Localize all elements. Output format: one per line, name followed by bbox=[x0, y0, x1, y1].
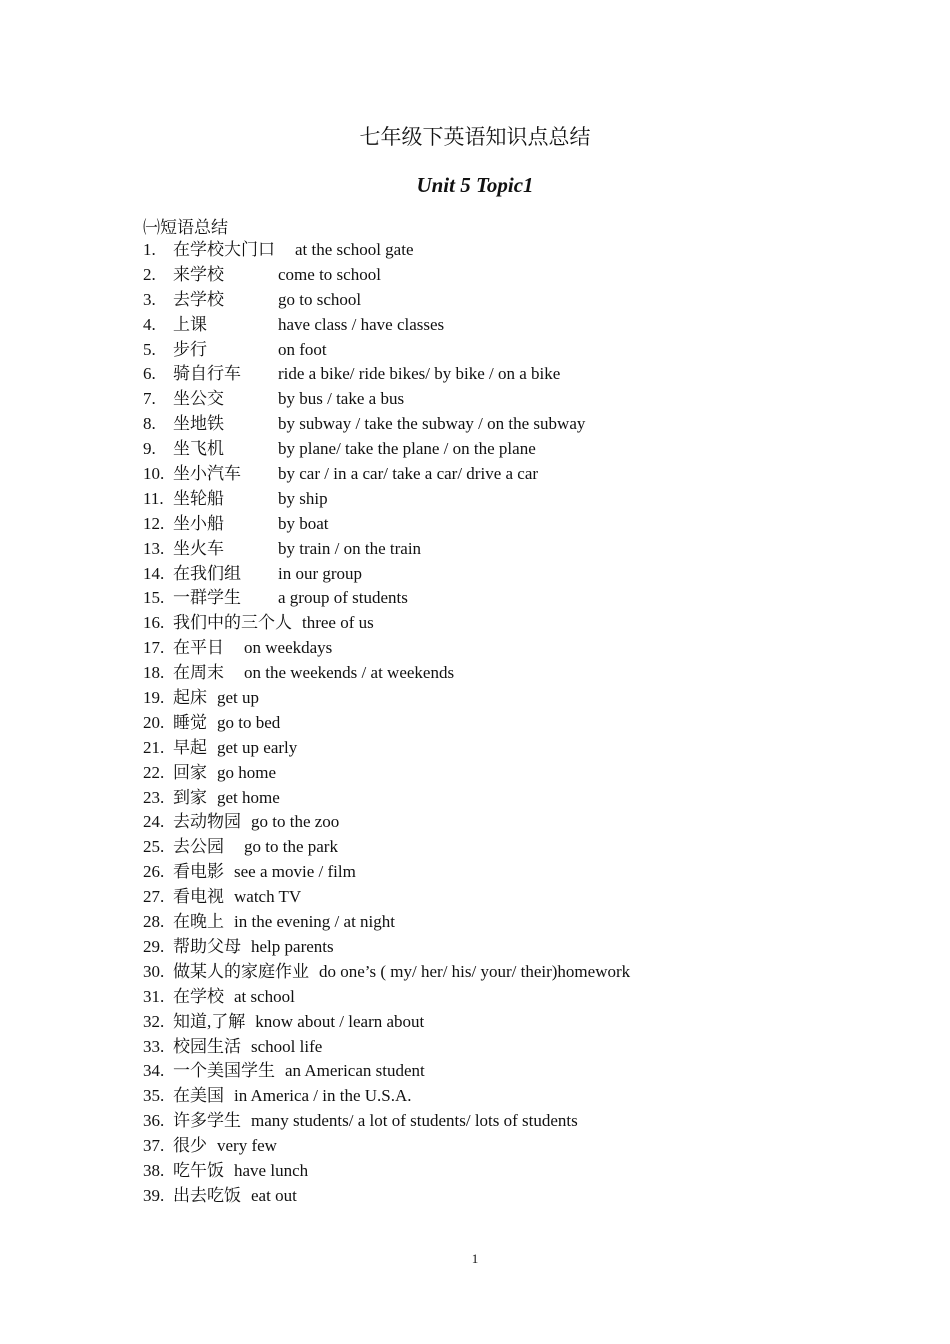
item-english: go to bed bbox=[217, 712, 281, 732]
list-item bbox=[143, 1184, 863, 1209]
item-english: by plane/ take the plane / on the plane bbox=[278, 439, 536, 459]
item-english: by subway / take the subway / on the subway bbox=[278, 414, 586, 434]
item-chinese: 校园生活 bbox=[173, 1036, 241, 1056]
item-english: in our group bbox=[278, 563, 363, 583]
item-chinese: 来学校 bbox=[173, 264, 224, 284]
item-chinese: 坐地铁 bbox=[173, 414, 224, 434]
item-chinese: 一群学生 bbox=[173, 588, 241, 608]
item-chinese: 去学校 bbox=[173, 289, 224, 309]
item-english: on the weekends / at weekends bbox=[244, 663, 455, 683]
list-item bbox=[143, 786, 863, 811]
item-english: by ship bbox=[278, 488, 328, 508]
item-chinese: 吃午饭 bbox=[173, 1160, 224, 1180]
list-item bbox=[143, 835, 863, 860]
list-item bbox=[143, 1035, 863, 1060]
item-chinese: 在美国 bbox=[173, 1086, 224, 1106]
item-chinese: 在周末 bbox=[173, 663, 224, 683]
item-english: by bus / take a bus bbox=[278, 389, 405, 409]
list-item bbox=[143, 661, 863, 686]
phrase-list bbox=[143, 238, 863, 1209]
item-english: by boat bbox=[278, 513, 329, 533]
list-item bbox=[143, 387, 863, 412]
list-item bbox=[143, 611, 863, 636]
item-number: 22. bbox=[143, 762, 165, 782]
item-number: 16. bbox=[143, 613, 165, 633]
list-item bbox=[143, 512, 863, 537]
item-number: 10. bbox=[143, 464, 165, 484]
item-english: by car / in a car/ take a car/ drive a car bbox=[278, 464, 539, 484]
item-chinese: 起床 bbox=[173, 688, 207, 708]
list-item bbox=[143, 313, 863, 338]
list-item bbox=[143, 736, 863, 761]
item-chinese: 坐小船 bbox=[173, 513, 224, 533]
list-item bbox=[143, 437, 863, 462]
list-item bbox=[143, 462, 863, 487]
item-number: 13. bbox=[143, 538, 165, 558]
item-english: eat out bbox=[251, 1185, 297, 1205]
item-chinese: 看电影 bbox=[173, 862, 224, 882]
item-english: ride a bike/ ride bikes/ by bike / on a bike bbox=[278, 364, 561, 384]
item-number: 36. bbox=[143, 1111, 165, 1131]
item-number: 4. bbox=[143, 314, 156, 334]
item-number: 17. bbox=[143, 638, 165, 658]
item-chinese: 回家 bbox=[173, 762, 207, 782]
document-title: 七年级下英语知识点总结 bbox=[359, 125, 591, 149]
list-item bbox=[143, 238, 863, 263]
list-item bbox=[143, 412, 863, 437]
item-number: 5. bbox=[143, 339, 156, 359]
list-item bbox=[143, 1059, 863, 1084]
item-number: 23. bbox=[143, 787, 165, 807]
unit-subtitle: Unit 5 Topic1 bbox=[416, 173, 534, 197]
item-chinese: 很少 bbox=[173, 1136, 207, 1156]
item-chinese: 骑自行车 bbox=[173, 364, 241, 384]
item-chinese: 坐小汽车 bbox=[173, 464, 241, 484]
item-english: many students/ a lot of students/ lots of students bbox=[251, 1111, 578, 1131]
item-english: know about / learn about bbox=[255, 1011, 425, 1031]
item-english: get up early bbox=[217, 737, 298, 757]
item-english: watch TV bbox=[234, 887, 302, 907]
item-english: very few bbox=[217, 1136, 277, 1156]
item-number: 7. bbox=[143, 389, 156, 409]
item-number: 30. bbox=[143, 961, 165, 981]
list-item bbox=[143, 1109, 863, 1134]
item-number: 31. bbox=[143, 986, 165, 1006]
item-number: 3. bbox=[143, 289, 156, 309]
item-chinese: 做某人的家庭作业 bbox=[173, 961, 309, 981]
item-english: three of us bbox=[302, 613, 374, 633]
list-item bbox=[143, 810, 863, 835]
item-number: 18. bbox=[143, 663, 165, 683]
list-item bbox=[143, 263, 863, 288]
list-item bbox=[143, 960, 863, 985]
item-number: 11. bbox=[143, 488, 164, 508]
item-english: on weekdays bbox=[244, 638, 333, 658]
item-number: 33. bbox=[143, 1036, 165, 1056]
list-item bbox=[143, 1084, 863, 1109]
item-english: have class / have classes bbox=[278, 314, 445, 334]
item-number: 1. bbox=[143, 240, 156, 259]
item-english: go to school bbox=[278, 289, 362, 309]
list-item bbox=[143, 711, 863, 736]
item-number: 24. bbox=[143, 812, 165, 832]
item-chinese: 帮助父母 bbox=[173, 936, 241, 956]
item-chinese: 到家 bbox=[173, 787, 207, 807]
list-item bbox=[143, 636, 863, 661]
item-english: in the evening / at night bbox=[234, 912, 395, 932]
list-item bbox=[143, 586, 863, 611]
item-chinese: 上课 bbox=[173, 314, 207, 334]
item-english: have lunch bbox=[234, 1160, 309, 1180]
item-chinese: 步行 bbox=[173, 339, 207, 359]
item-chinese: 坐火车 bbox=[173, 538, 224, 558]
list-item bbox=[143, 1010, 863, 1035]
item-number: 12. bbox=[143, 513, 165, 533]
item-english: at school bbox=[234, 986, 295, 1006]
list-item bbox=[143, 1134, 863, 1159]
item-english: get home bbox=[217, 787, 280, 807]
item-chinese: 在晚上 bbox=[173, 912, 224, 932]
list-item bbox=[143, 487, 863, 512]
item-number: 38. bbox=[143, 1160, 165, 1180]
item-number: 6. bbox=[143, 364, 156, 384]
list-item bbox=[143, 288, 863, 313]
item-number: 27. bbox=[143, 887, 165, 907]
item-chinese: 坐轮船 bbox=[173, 488, 224, 508]
list-item bbox=[143, 338, 863, 363]
item-chinese: 在学校大门口 bbox=[173, 240, 275, 259]
item-number: 9. bbox=[143, 439, 156, 459]
list-item bbox=[143, 362, 863, 387]
list-item bbox=[143, 985, 863, 1010]
list-item bbox=[143, 686, 863, 711]
list-item bbox=[143, 537, 863, 562]
item-chinese: 看电视 bbox=[173, 887, 224, 907]
item-chinese: 一个美国学生 bbox=[173, 1061, 275, 1081]
item-english: go to the zoo bbox=[251, 812, 340, 832]
item-chinese: 去公园 bbox=[173, 837, 224, 857]
item-number: 26. bbox=[143, 862, 165, 882]
item-chinese: 睡觉 bbox=[173, 712, 207, 732]
item-chinese: 在平日 bbox=[173, 638, 224, 658]
item-number: 21. bbox=[143, 737, 165, 757]
item-chinese: 去动物园 bbox=[173, 812, 241, 832]
item-number: 37. bbox=[143, 1136, 165, 1156]
item-number: 20. bbox=[143, 712, 165, 732]
list-item bbox=[143, 761, 863, 786]
item-number: 34. bbox=[143, 1061, 165, 1081]
item-english: an American student bbox=[285, 1061, 425, 1081]
item-number: 32. bbox=[143, 1011, 165, 1031]
item-english: help parents bbox=[251, 936, 334, 956]
item-english: on foot bbox=[278, 339, 327, 359]
item-chinese: 坐公交 bbox=[173, 389, 224, 409]
item-chinese: 在学校 bbox=[173, 986, 224, 1006]
item-number: 25. bbox=[143, 837, 165, 857]
item-chinese: 知道,了解 bbox=[173, 1011, 246, 1031]
item-english: do one’s ( my/ her/ his/ your/ their)homework bbox=[319, 961, 631, 981]
item-chinese: 我们中的三个人 bbox=[173, 613, 292, 633]
item-english: a group of students bbox=[278, 588, 408, 608]
list-item bbox=[143, 860, 863, 885]
list-item bbox=[143, 935, 863, 960]
list-item bbox=[143, 910, 863, 935]
item-number: 2. bbox=[143, 264, 156, 284]
item-number: 15. bbox=[143, 588, 165, 608]
item-chinese: 坐飞机 bbox=[173, 439, 224, 459]
item-chinese: 许多学生 bbox=[173, 1111, 241, 1131]
list-item bbox=[143, 885, 863, 910]
item-number: 29. bbox=[143, 936, 165, 956]
item-chinese: 早起 bbox=[173, 737, 207, 757]
item-english: get up bbox=[217, 688, 260, 708]
item-english: school life bbox=[251, 1036, 323, 1056]
item-chinese: 在我们组 bbox=[173, 563, 241, 583]
item-english: at the school gate bbox=[295, 240, 414, 259]
list-item bbox=[143, 562, 863, 587]
section-heading: ㈠短语总结 bbox=[143, 218, 228, 237]
item-number: 14. bbox=[143, 563, 165, 583]
item-english: go home bbox=[217, 762, 277, 782]
item-number: 39. bbox=[143, 1185, 165, 1205]
page-number: 1 bbox=[471, 1251, 479, 1266]
item-number: 28. bbox=[143, 912, 165, 932]
item-number: 8. bbox=[143, 414, 156, 434]
list-item bbox=[143, 1159, 863, 1184]
item-chinese: 出去吃饭 bbox=[173, 1185, 241, 1205]
item-number: 35. bbox=[143, 1086, 165, 1106]
item-english: by train / on the train bbox=[278, 538, 422, 558]
item-english: in America / in the U.S.A. bbox=[234, 1086, 412, 1106]
item-english: come to school bbox=[278, 264, 381, 284]
item-number: 19. bbox=[143, 688, 165, 708]
item-english: see a movie / film bbox=[234, 862, 356, 882]
item-english: go to the park bbox=[244, 837, 338, 857]
